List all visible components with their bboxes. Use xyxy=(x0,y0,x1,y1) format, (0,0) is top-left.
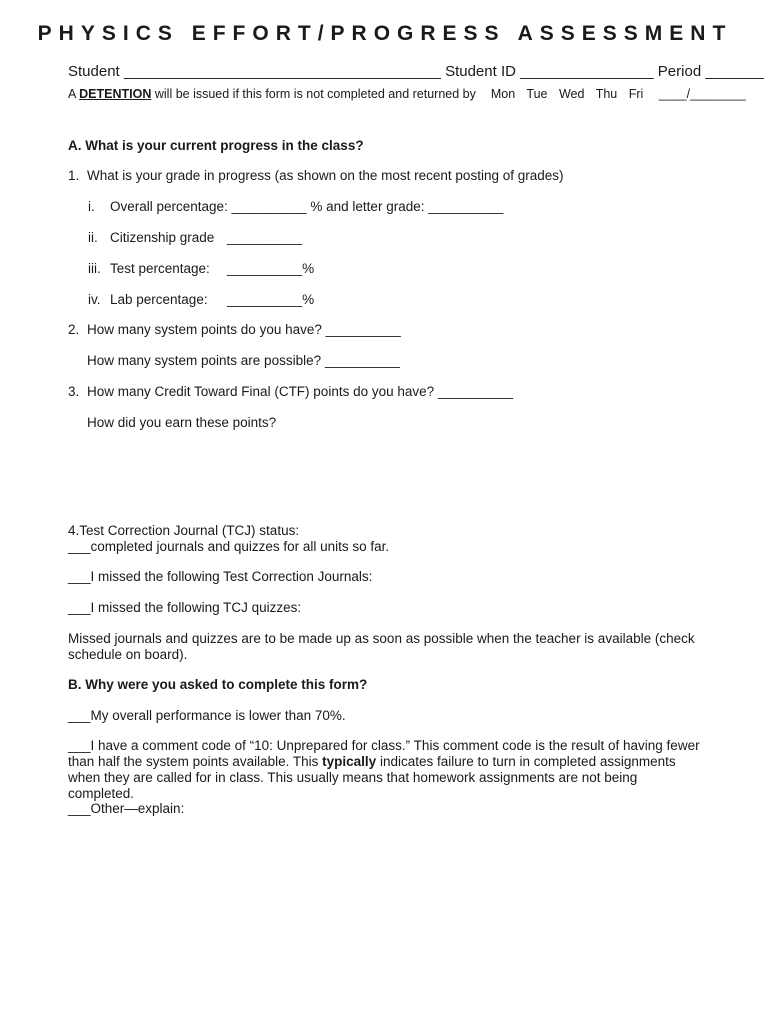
tcj-option-completed[interactable]: ___completed journals and quizzes for all units so far. xyxy=(68,539,390,554)
grade-item-overall[interactable] xyxy=(88,199,503,214)
detention-keyword: DETENTION xyxy=(79,87,152,101)
question-3-text: How many Credit Toward Final (CTF) points do you have? __________ xyxy=(87,384,513,399)
roman-numeral: ii. xyxy=(88,230,98,245)
grade-item-lab[interactable] xyxy=(88,292,208,307)
question-2-followup[interactable]: How many system points are possible? __________ xyxy=(87,353,400,368)
section-a-heading: A. What is your current progress in the class? xyxy=(68,138,364,153)
date-blank[interactable]: ____/________ xyxy=(658,87,746,101)
lab-percentage-blank[interactable]: __________% xyxy=(227,292,315,307)
student-id-blank[interactable]: ________________ xyxy=(520,63,654,80)
reason-comment-code[interactable] xyxy=(68,738,704,802)
notice-text: will be issued if this form is not completed and returned by xyxy=(154,87,476,101)
day-mon[interactable]: Mon xyxy=(490,87,516,101)
grade-item-label: Citizenship grade xyxy=(110,230,215,245)
notice-prefix: A xyxy=(68,87,76,101)
form-title: PHYSICS EFFORT/PROGRESS ASSESSMENT xyxy=(37,22,733,45)
question-2-text: How many system points do you have? __________ xyxy=(87,322,401,337)
grade-item-test[interactable] xyxy=(88,261,210,276)
reason-comment-text: ___I have a comment code of “10: Unprepared for class.” This comment code is the result of having fewer than half the system points available. This xyxy=(68,738,700,769)
question-3[interactable] xyxy=(68,384,513,399)
period-blank[interactable]: _______ xyxy=(705,63,764,80)
day-fri[interactable]: Fri xyxy=(628,87,644,101)
grade-item-label: Overall percentage: __________ % and letter grade: __________ xyxy=(110,199,504,214)
day-tue[interactable]: Tue xyxy=(526,87,548,101)
roman-numeral: i. xyxy=(88,199,95,214)
day-wed[interactable]: Wed xyxy=(558,87,585,101)
grade-item-label: Lab percentage: xyxy=(110,292,208,307)
question-1-text: What is your grade in progress (as shown on the most recent posting of grades) xyxy=(87,168,564,183)
roman-numeral: iii. xyxy=(88,261,101,276)
reason-low-performance[interactable]: ___My overall performance is lower than 70%. xyxy=(68,708,346,723)
citizenship-blank[interactable]: __________ xyxy=(227,230,303,245)
tcj-makeup-note: Missed journals and quizzes are to be made up as soon as possible when the teacher is available (check schedule on board). xyxy=(68,631,695,662)
detention-notice xyxy=(68,87,746,101)
day-thu[interactable]: Thu xyxy=(595,87,618,101)
question-3-followup: How did you earn these points? xyxy=(87,415,277,430)
reason-comment-text-end: indicates failure to turn in completed assignments when they are called for in class. This usually means that homework assignments are not being completed. xyxy=(68,754,676,801)
grade-item-citizenship[interactable] xyxy=(88,230,214,245)
tcj-option-missed-journals[interactable]: ___I missed the following Test Correction Journals: xyxy=(68,569,373,584)
tcj-status-title: 4.Test Correction Journal (TCJ) status: xyxy=(68,523,300,538)
roman-numeral: iv. xyxy=(88,292,101,307)
question-2[interactable] xyxy=(68,322,401,337)
grade-item-label: Test percentage: xyxy=(110,261,210,276)
section-b-heading: B. Why were you asked to complete this form? xyxy=(68,677,368,692)
reason-other[interactable]: ___Other—explain: xyxy=(68,801,185,816)
test-percentage-blank[interactable]: __________% xyxy=(227,261,315,276)
question-1 xyxy=(68,168,564,183)
question-3-number: 3. xyxy=(68,384,80,399)
question-2-number: 2. xyxy=(68,322,80,337)
period-label: Period xyxy=(657,63,702,80)
student-name-blank[interactable]: ______________________________________ xyxy=(123,63,441,80)
tcj-option-missed-quizzes[interactable]: ___I missed the following TCJ quizzes: xyxy=(68,600,302,615)
student-label: Student xyxy=(68,63,120,80)
student-id-label: Student ID xyxy=(445,63,516,80)
reason-emphasis: typically xyxy=(322,754,377,769)
student-info-line xyxy=(68,63,764,80)
question-1-number: 1. xyxy=(68,168,80,183)
